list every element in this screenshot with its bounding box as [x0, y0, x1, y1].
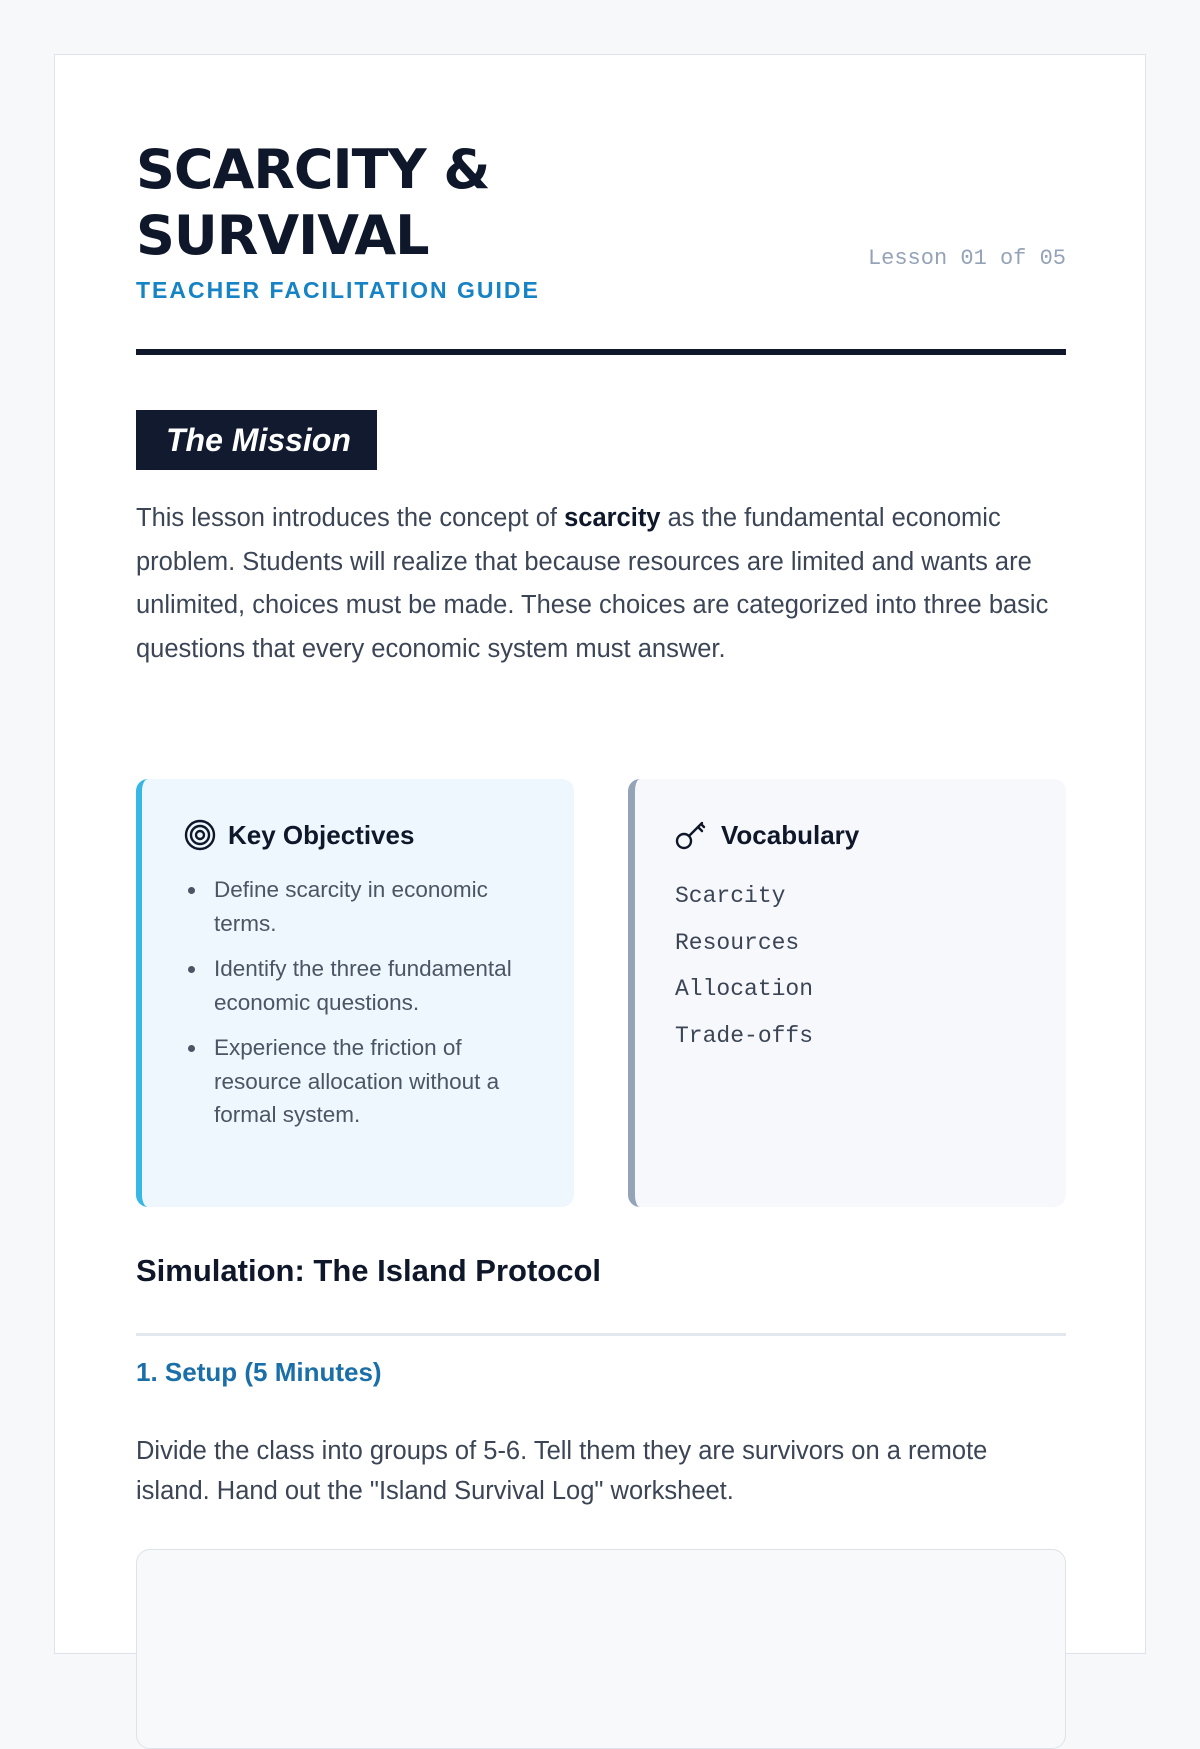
- target-icon: [184, 819, 216, 851]
- vocab-term: Resources: [675, 929, 800, 956]
- vocabulary-heading: Vocabulary: [721, 819, 860, 850]
- simulation-title: Simulation: The Island Protocol: [136, 1253, 602, 1288]
- key-icon: [675, 819, 709, 851]
- mission-paragraph: [136, 497, 1066, 671]
- objectives-card: [136, 779, 574, 1207]
- next-content-box: [136, 1549, 1066, 1749]
- page-title: SCARCITY & SURVIVAL: [136, 138, 490, 267]
- document-page: [54, 54, 1146, 1654]
- vocabulary-list: [675, 873, 813, 1059]
- mission-text-start: This lesson introduces the concept of: [136, 504, 565, 532]
- objectives-header: [184, 819, 414, 851]
- mission-keyword: scarcity: [564, 504, 661, 532]
- vocabulary-header: [675, 819, 859, 851]
- objectives-list: [184, 873, 544, 1144]
- objective-item: Experience the friction of resource allocation without a formal system.: [184, 1031, 544, 1132]
- vocab-term: Scarcity: [675, 883, 786, 909]
- objective-item: Identify the three fundamental economic questions.: [184, 952, 544, 1019]
- objectives-heading: Key Objectives: [228, 819, 415, 850]
- vocabulary-card: [628, 779, 1066, 1207]
- vocab-term: Trade-offs: [675, 1022, 814, 1049]
- mission-text-end: as the fundamental economic problem. Students will realize that because resources are limited and wants are unlimited, choices must be made. These choices are categorized into three basic questions that every economic system must answer.: [136, 504, 1049, 663]
- mission-badge: The Mission: [136, 410, 377, 470]
- section-divider: [136, 1333, 1066, 1336]
- guide-subtitle: TEACHER FACILITATION GUIDE: [136, 277, 540, 303]
- header-divider: [136, 349, 1066, 355]
- setup-step-text: Divide the class into groups of 5-6. Tell them they are survivors on a remote island. Hand out the "Island Survival Log" worksheet.: [136, 1437, 988, 1505]
- objective-item: Define scarcity in economic terms.: [184, 873, 544, 940]
- vocab-term: Allocation: [675, 976, 814, 1002]
- setup-step-title: 1. Setup (5 Minutes): [136, 1357, 382, 1387]
- lesson-indicator: Lesson 01 of 05: [867, 246, 1066, 271]
